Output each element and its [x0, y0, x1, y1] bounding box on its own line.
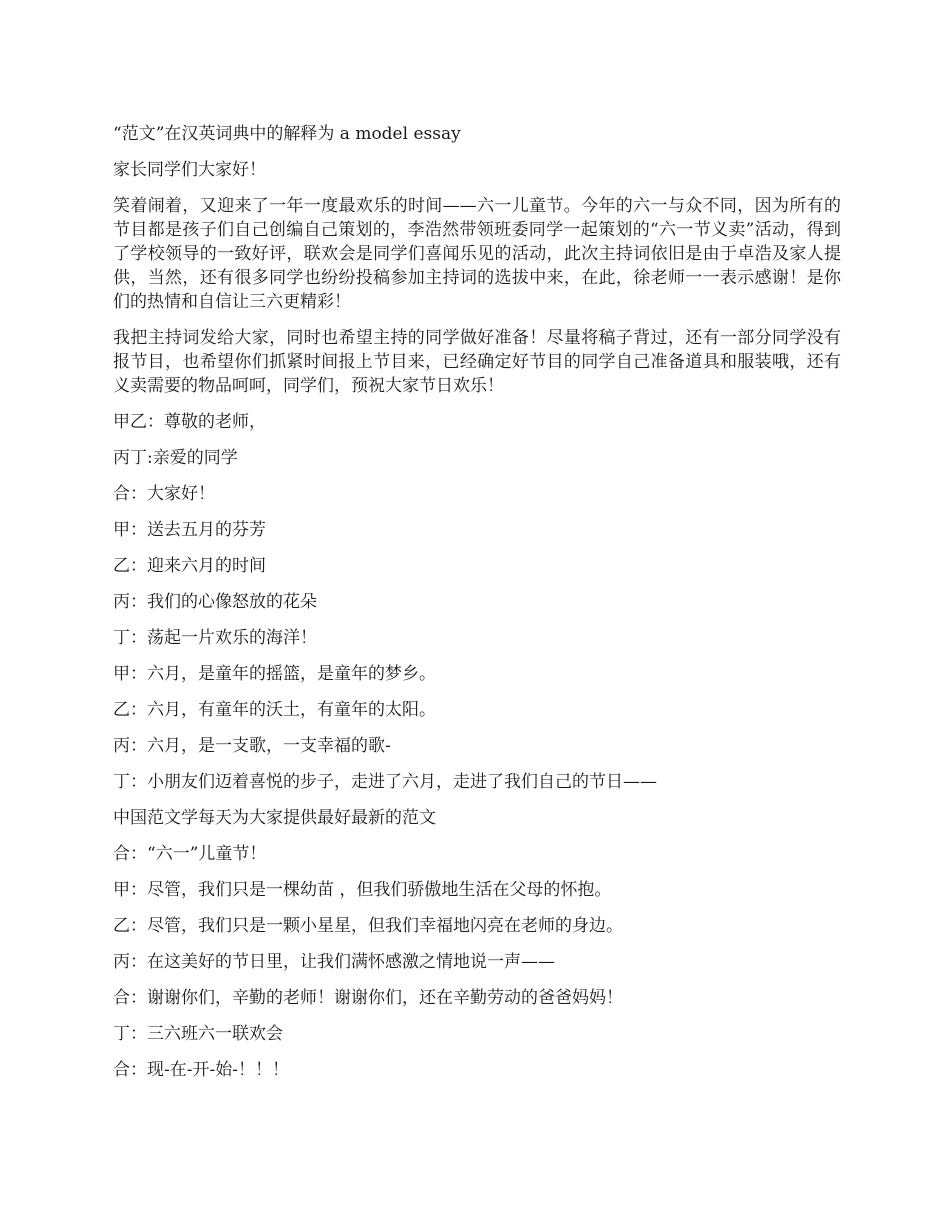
- script-line: 丁：荡起一片欢乐的海洋！: [113, 628, 317, 648]
- script-line: 甲：送去五月的芬芳: [113, 520, 266, 540]
- script-line: 乙：迎来六月的时间: [113, 556, 266, 576]
- body-paragraph-1: 笑着闹着，又迎来了一年一度最欢乐的时间——六一儿童节。今年的六一与众不同，因为所有的节目都是孩子们自己创编自己策划的，李浩然带领班委同学一起策划的“六一节义卖”活动，得到了学校领导的一致好评，联欢会是同学们喜闻乐见的活动，此次主持词依旧是由于卓浩及家人提供，当然，还有很多同学也纷纷投稿参加主持词的选拔中来，在此，徐老师一一表示感谢！是你们的热情和自信让三六更精彩！: [113, 196, 841, 312]
- script-line: 丙：在这美好的节日里，让我们满怀感激之情地说一声——: [113, 952, 555, 972]
- script-line: 丙：六月，是一支歌，一支幸福的歌-: [113, 736, 391, 756]
- script-line: 乙：六月，有童年的沃土，有童年的太阳。: [113, 700, 436, 720]
- script-line: 合：“六一”儿童节！: [113, 844, 267, 864]
- script-line: 甲：六月，是童年的摇篮，是童年的梦乡。: [113, 664, 436, 684]
- body-paragraph-2: 我把主持词发给大家，同时也希望主持的同学做好准备！尽量将稿子背过，还有一部分同学没有报节目，也希望你们抓紧时间报上节目来，已经确定好节目的同学自己准备道具和服装哦，还有义卖需要的物品呵呵，同学们，预祝大家节日欢乐！: [113, 328, 841, 396]
- script-line: 丁：小朋友们迈着喜悦的步子，走进了六月，走进了我们自己的节日——: [113, 772, 657, 792]
- script-line: 丙：我们的心像怒放的花朵: [113, 592, 317, 612]
- script-line: 甲乙：尊敬的老师，: [113, 412, 266, 432]
- script-line: 合：谢谢你们，辛勤的老师！谢谢你们，还在辛勤劳动的爸爸妈妈！: [113, 988, 623, 1008]
- script-line: 丙丁:亲爱的同学: [113, 448, 238, 468]
- greeting-line: 家长同学们大家好！: [113, 160, 266, 180]
- script-line: 丁：三六班六一联欢会: [113, 1024, 283, 1044]
- script-line: 合：大家好！: [113, 484, 215, 504]
- script-line: 乙：尽管，我们只是一颗小星星，但我们幸福地闪亮在老师的身边。: [113, 916, 623, 936]
- source-line: 中国范文学每天为大家提供最好最新的范文: [113, 808, 436, 828]
- document-page: [113, 122, 841, 1094]
- script-line: 合：现-在-开-始-！！！: [113, 1060, 289, 1080]
- script-line: 甲：尽管，我们只是一棵幼苗 ，但我们骄傲地生活在父母的怀抱。: [113, 880, 612, 900]
- intro-line: “范文”在汉英词典中的解释为 a model essay: [113, 124, 461, 144]
